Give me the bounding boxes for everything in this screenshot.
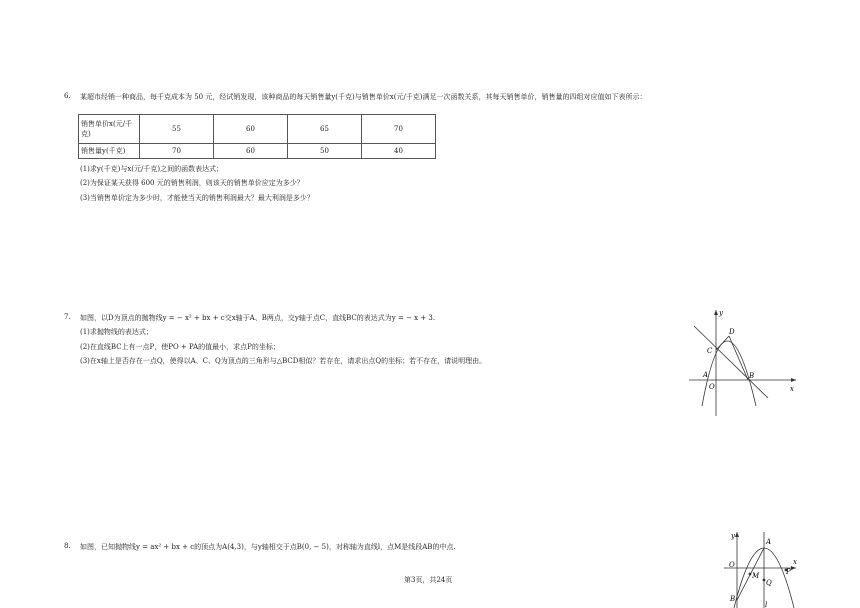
y-axis-arrow [735,532,739,537]
label-o: O [709,383,715,391]
label-o: O [729,561,735,569]
label-q: Q [766,579,772,587]
label-c: C [707,347,713,355]
q6-part-1: (1)求y(千克)与x(元/千克)之间的函数表达式； [80,165,224,173]
q7-part-2: (2)在直线BC上有一点P，使PO + PA的值最小，求点P的坐标； [80,343,280,351]
table-cell: 60 [214,115,288,144]
q8-number: 8. [64,542,71,550]
label-m: M [752,572,760,580]
table-cell: 65 [288,115,362,144]
q6-number: 6. [64,92,71,100]
label-p: P [786,568,791,576]
label-d: D [729,328,735,336]
table-cell: 55 [140,115,214,144]
label-y: y [719,309,723,317]
q7-stem: 如图，以D为顶点的抛物线y = − x² + bx + c交x轴于A、B两点，交y轴于点C，直线BC的表达式为y = − x + 3. [80,314,436,322]
page-footer: 第3页，共24页 [404,576,453,584]
q7-part-1: (1)求抛物线的表达式； [80,328,153,336]
q6-stem: 某超市经销一种商品，每千克成本为 50 元，经试销发现，该种商品的每天销售量y(千克)与销售单价x(元/千克)满足一次函数关系，其每天销售单价，销售量的四组对应值如下表所示： [80,93,647,101]
table-cell: 40 [362,144,436,159]
q8-stem: 如图，已知抛物线y = ax² + bx + c的顶点为A(4,3)，与y轴相交于点B(0, − 5)，对称轴为直线l，点M是线段AB的中点. [80,543,456,551]
point-m [749,573,752,576]
point-q [763,579,766,582]
label-l: l [765,601,768,608]
price-table [78,114,436,159]
table-cell: 70 [140,144,214,159]
unit-price-label: 销售单价x(元/千 [81,120,133,128]
label-b: B [749,372,755,380]
label-x: x [790,385,794,393]
label-y: y [731,532,735,540]
table-cell: 50 [288,144,362,159]
q7-number: 7. [64,313,71,321]
x-axis-arrow [791,378,796,382]
segment-db [729,336,748,380]
q8-figure [722,528,802,608]
table-cell: 60 [214,144,288,159]
label-b: B [730,595,736,603]
sales-volume-label: 销售量y(千克) [79,144,140,159]
table-row [79,115,436,144]
x-axis-arrow [791,566,796,570]
table-cell: 70 [362,115,436,144]
segment-cd [716,336,729,350]
table-header-cell [79,115,140,144]
label-a: A [703,371,709,379]
q7-figure [686,306,801,418]
label-x: x [793,558,797,566]
line-bc [694,326,768,398]
unit-price-label-cont: 克) [81,130,91,138]
q6-part-2: (2)为保证某天获得 600 元的销售利润，则该天的销售单价应定为多少？ [80,179,304,187]
q6-part-3: (3)当销售单价定为多少时，才能使当天的销售利润最大？最大利润是多少？ [80,194,314,202]
y-axis-arrow [714,310,718,315]
q7-part-3: (3)在x轴上是否存在一点Q，使得以A、C、Q为顶点的三角形与△BCD相似？若存在，请求出点Q的坐标；若不存在，请说明理由。 [80,357,487,365]
label-a: A [766,538,772,546]
table-row [79,144,436,159]
